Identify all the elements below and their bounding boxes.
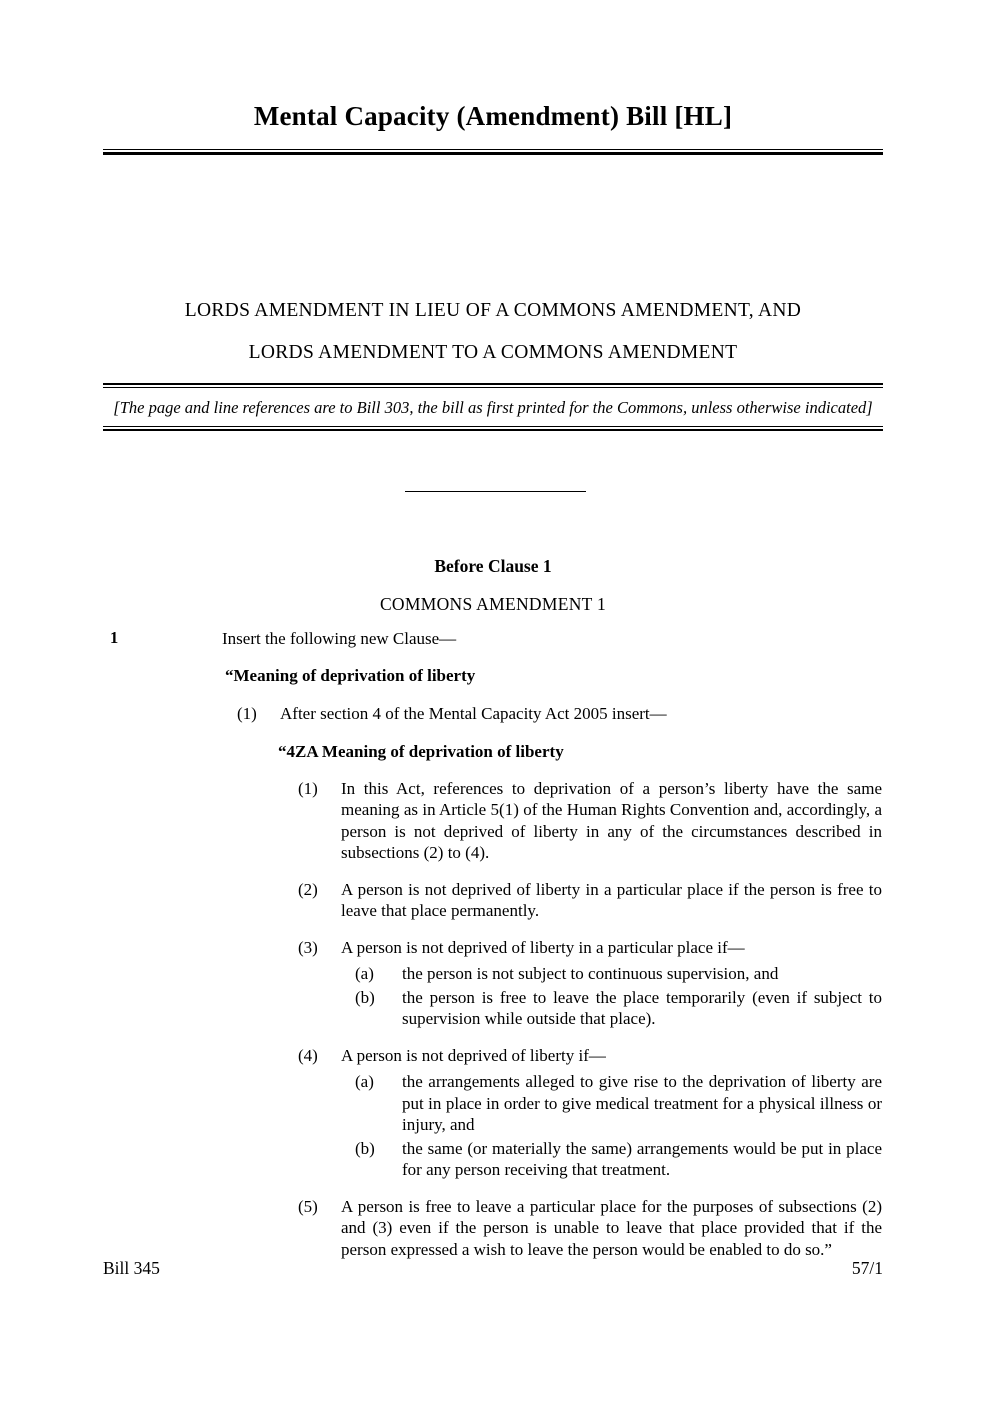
subsection-1-text: In this Act, references to deprivation of a person’s liberty have the same meaning as in Article 5(1) of the Human Rights Convention and, accordingly, a person is not deprived of liberty in any of the circumstances described in subsections (2) to (4). — [341, 778, 882, 862]
subtitle-line-2: LORDS AMENDMENT TO A COMMONS AMENDMENT — [248, 342, 738, 363]
subsection-3-para-b-text: the person is free to leave the place temporarily (even if subject to supervision while outside that place). — [402, 987, 882, 1028]
subsection-4-marker: (4) — [298, 1045, 318, 1065]
reference-note: [The page and line references are to Bill 303, the bill as first printed for the Commons, unless otherwise indicated] — [113, 398, 873, 417]
subsection-3-para-a — [355, 963, 882, 985]
section-heading: Before Clause 1 — [434, 556, 552, 576]
page-footer — [103, 1258, 883, 1279]
subclause-1 — [237, 703, 882, 725]
subsection-2 — [298, 879, 882, 922]
reference-note-block — [103, 383, 883, 431]
lead-instruction: Insert the following new Clause— — [222, 629, 457, 648]
subsection-1-marker: (1) — [298, 778, 318, 798]
subsection-2-text: A person is not deprived of liberty in a particular place if the person is free to leave that place permanently. — [341, 879, 882, 920]
subsection-3-para-a-marker: (a) — [355, 964, 374, 983]
subsection-3-text: A person is not deprived of liberty in a particular place if— — [341, 937, 745, 957]
amendment-heading: COMMONS AMENDMENT 1 — [379, 594, 607, 614]
short-divider — [405, 491, 586, 492]
amendment-body — [0, 628, 991, 1260]
page-title: Mental Capacity (Amendment) Bill [HL] — [253, 101, 733, 131]
title-rule — [103, 149, 883, 155]
subsection-4-text: A person is not deprived of liberty if— — [341, 1045, 606, 1065]
subsection-5-marker: (5) — [298, 1196, 318, 1216]
subtitle-line-1: LORDS AMENDMENT IN LIEU OF A COMMONS AMENDMENT, AND — [184, 300, 802, 321]
subsection-3-para-b — [355, 987, 882, 1030]
subtitle-block — [103, 290, 883, 374]
subclause-1-text: After section 4 of the Mental Capacity Act 2005 insert— — [280, 704, 667, 723]
margin-line-number: 1 — [110, 628, 119, 647]
subsection-2-marker: (2) — [298, 879, 318, 899]
footer-bill-number: Bill 345 — [103, 1258, 160, 1278]
footer-page-reference: 57/1 — [851, 1258, 883, 1278]
subsection-4 — [298, 1045, 882, 1067]
subclause-1-marker: (1) — [237, 704, 257, 723]
subsection-4-para-b — [355, 1138, 882, 1181]
subsection-5-text: A person is free to leave a particular place for the purposes of subsections (2) and (3) even if the person is unable to leave that place provided that if the person expressed a wish to leave the person would be enabled to do so.” — [341, 1196, 882, 1259]
subsection-5 — [298, 1196, 882, 1261]
title-block — [103, 100, 883, 155]
subsection-3-marker: (3) — [298, 937, 318, 957]
subsection-4-para-a — [355, 1071, 882, 1136]
subsection-3-para-a-text: the person is not subject to continuous supervision, and — [402, 964, 779, 983]
inserted-section-title: “4ZA Meaning of deprivation of liberty — [278, 741, 564, 761]
subsection-4-para-a-text: the arrangements alleged to give rise to the deprivation of liberty are put in place in order to give medical treatment for a physical illness or injury, and — [402, 1072, 882, 1134]
clause-title: “Meaning of deprivation of liberty — [225, 666, 476, 685]
subsection-4-para-b-text: the same (or materially the same) arrangements would be put in place for any person receiving that treatment. — [402, 1138, 882, 1179]
subsection-3 — [298, 937, 882, 959]
subsection-4-para-b-marker: (b) — [355, 1138, 375, 1158]
subsection-3-para-b-marker: (b) — [355, 987, 375, 1007]
subsection-1 — [298, 778, 882, 864]
subsection-4-para-a-marker: (a) — [355, 1072, 374, 1091]
note-rule-bottom — [103, 426, 883, 431]
